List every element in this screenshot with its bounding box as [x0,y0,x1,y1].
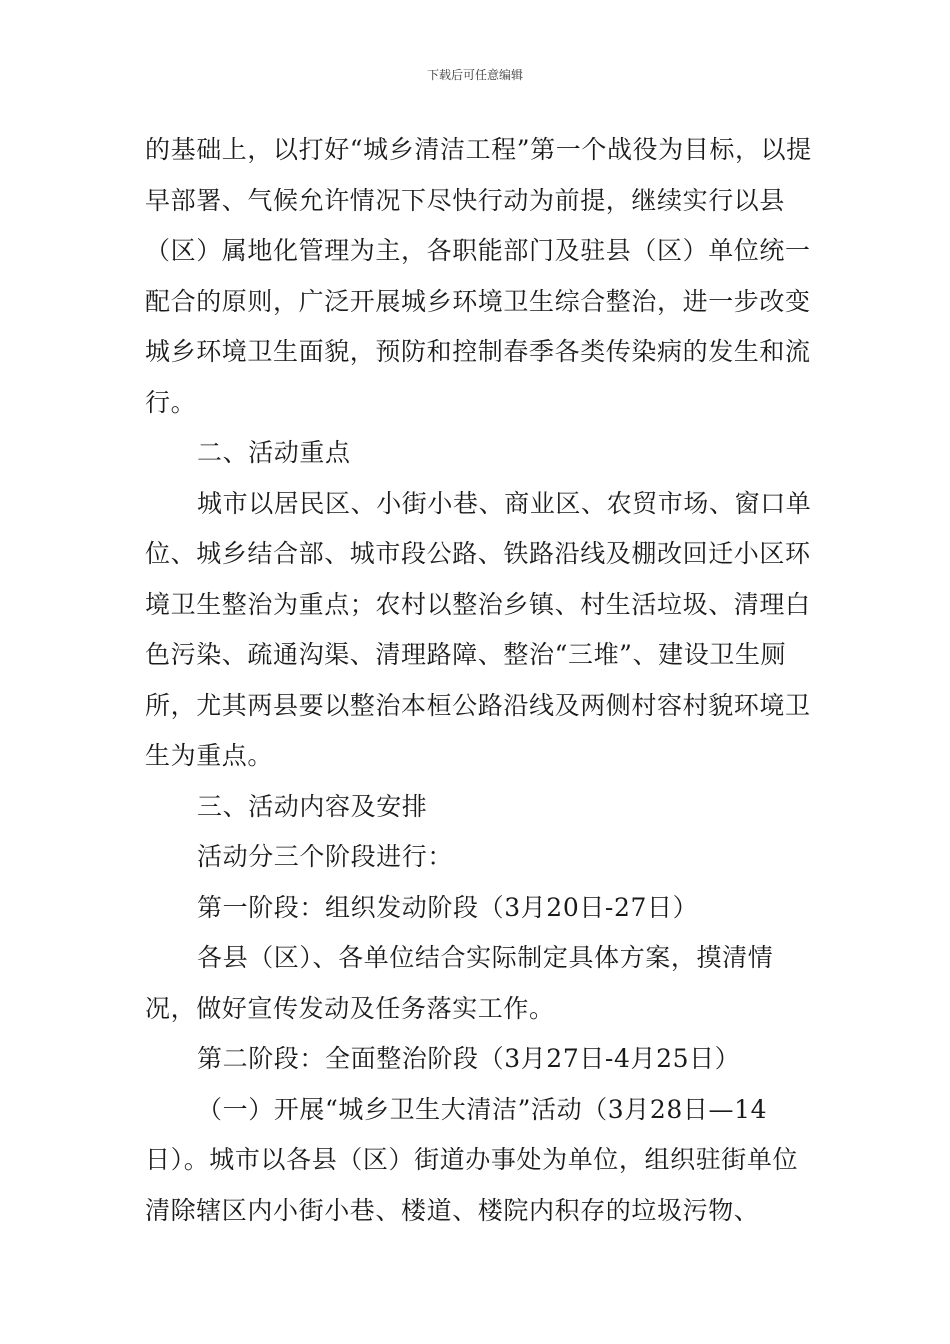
heading-stage-one: 第一阶段：组织发动阶段（3月20日-27日） [197,892,699,922]
document-body [145,125,815,1236]
heading-activity-focus: 二、活动重点 [197,438,351,467]
paragraph-stages-intro: 活动分三个阶段进行： [197,842,454,871]
paragraph-intro: 的基础上，以打好“城乡清洁工程”第一个战役为目标，以提早部署、气候允许情况下尽快行动为前提，继续实行以县（区）属地化管理为主，各职能部门及驻县（区）单位统一配合的原则，广泛开展城乡环境卫生综合整治，进一步改变城乡环境卫生面貌，预防和控制春季各类传染病的发生和流行。 [145,135,812,417]
paragraph-stage-one: 各县（区）、各单位结合实际制定具体方案，摸清情况，做好宣传发动及任务落实工作。 [145,943,774,1023]
paragraph-focus: 城市以居民区、小街小巷、商业区、农贸市场、窗口单位、城乡结合部、城市段公路、铁路沿线及棚改回迁小区环境卫生整治为重点；农村以整治乡镇、村生活垃圾、清理白色污染、疏通沟渠、清理路障、整治“三堆”、建设卫生厕所，尤其两县要以整治本桓公路沿线及两侧村容村貌环境卫生为重点。 [145,488,812,770]
heading-stage-two: 第二阶段：全面整治阶段（3月27日-4月25日） [197,1044,741,1073]
paragraph-stage-two-item-one: （一）开展“城乡卫生大清洁”活动（3月28日—14日）。城市以各县（区）街道办事处为单位，组织驻街单位清除辖区内小街小巷、楼道、楼院内积存的垃圾污物、 [145,1094,799,1225]
page-header-note: 下载后可任意编辑 [426,68,523,82]
heading-activity-content: 三、活动内容及安排 [197,791,428,821]
